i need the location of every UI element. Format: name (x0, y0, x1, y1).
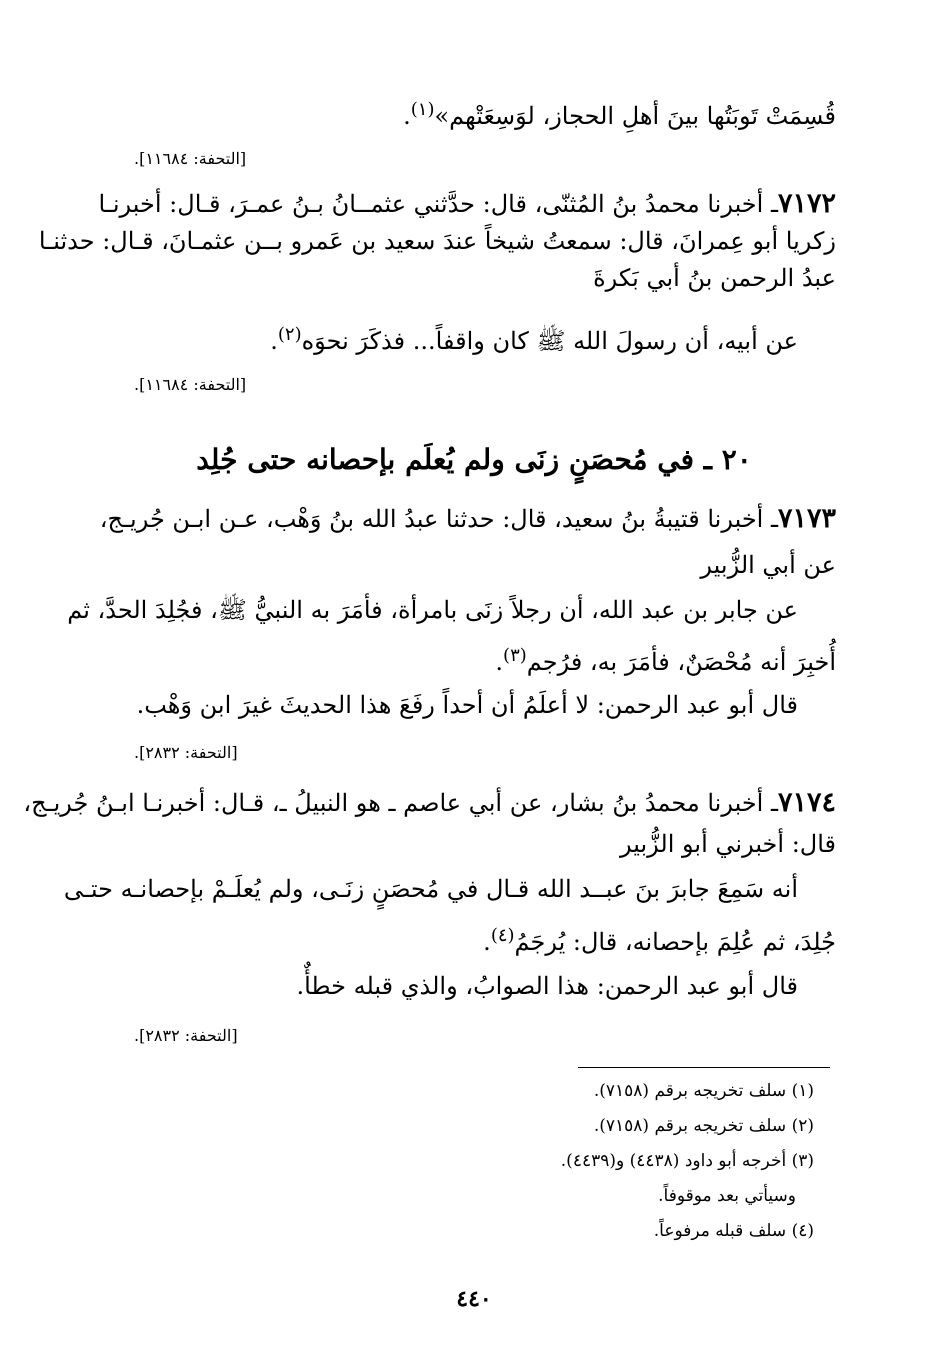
hadith-7174-chain-line-2: قال: أخبرني أبو الزُّبير (620, 830, 836, 858)
footnote-1: (١) سلف تخريجه برقم (٧١٥٨). (593, 1081, 814, 1101)
hadith-7172-text: عن أبيه، أن رسولَ الله ﷺ كان واقفاً... فذكَرَ نحوَه$^{(٢)}$. (270, 324, 798, 355)
chapter-heading: ٢٠ ـ في مُحصَنٍ زنَى ولم يُعلَم بإحصانه حتى جُلِد (196, 443, 752, 476)
hadith-7172-chain-line-3: عبدُ الرحمن بنُ أبي بَكرةَ (593, 264, 836, 292)
hadith-7174-text-line-2: جُلِدَ، ثم عُلِمَ بإحصانه، قال: يُرجَمُ$^{(٤)}$. (483, 925, 836, 956)
footnote-marker: (٤) (490, 925, 515, 946)
tuhfa-reference: [التحفة: ٢٨٣٢]. (134, 743, 238, 762)
hadith-7173-chain-line-2: عن أبي الزُّبير (700, 551, 836, 579)
hadith-number: ٧١٧٢ (777, 188, 836, 219)
hadith-number: ٧١٧٣ (777, 503, 836, 534)
hadith-7173-text-line-2: أُخبِرَ أنه مُحْصَنٌ، فأمَرَ به، فرُجم$^{(٣)}$. (495, 645, 836, 676)
hadith-7173-text-line-1: عن جابر بن عبد الله، أن رجلاً زنَى بامرأة، فأمَرَ به النبيُّ ﷺ، فجُلِدَ الحدَّ، ثم (67, 596, 798, 624)
footnote-marker: (٢) (277, 324, 302, 345)
hadith-7172-chain-line-1: ٧١٧٢ـ أخبرنا محمدُ بنُ المُثنّى، قال: حدَّثني عثمــانُ بـنُ عمـرَ، قـال: أخبرنـا (98, 188, 836, 219)
tuhfa-reference: [التحفة: ١١٦٨٤]. (134, 375, 247, 394)
page-number: ٤٤٠ (456, 1286, 492, 1312)
footnote-3-continuation: وسيأتي بعد موقوفاً. (658, 1186, 796, 1206)
footnote-4: (٤) سلف قبله مرفوعاً. (653, 1221, 814, 1241)
hadith-7174-text-line-1: أنه سَمِعَ جابرَ بنَ عبــد الله قـال في مُحصَنٍ زنَـى، ولم يُعلَـمْ بإحصانـه حتـى (63, 875, 798, 903)
author-comment: قال أبو عبد الرحمن: هذا الصوابُ، والذي قبله خطأٌ. (296, 972, 798, 1000)
hadith-number: ٧١٧٤ (777, 787, 836, 818)
author-comment: قال أبو عبد الرحمن: لا أعلَمُ أن أحداً رفَعَ هذا الحديثَ غيرَ ابن وَهْب. (136, 691, 798, 719)
footnote-3: (٣) أخرجه أبو داود (٤٤٣٨) و(٤٤٣٩). (560, 1151, 814, 1171)
footnote-marker: (١) (410, 99, 435, 120)
tuhfa-reference: [التحفة: ٢٨٣٢]. (134, 1026, 238, 1045)
hadith-7173-chain-line-1: ٧١٧٣ـ أخبرنا قتيبةُ بنُ سعيد، قال: حدثنا عبدُ الله بنُ وَهْب، عـن ابـن جُريـج، (99, 503, 836, 534)
continued-hadith-text: قُسِمَتْ تَوبَتُها بينَ أهلِ الحجاز، لوَسِعَتْهم»$^{(١)}$. (403, 99, 836, 130)
hadith-7172-chain-line-2: زكريا أبو عِمرانَ، قال: سمعتُ شيخاً عندَ سعيد بن عَمرو بــن عثمـانَ، قـال: حدثنـا (38, 227, 836, 255)
footnote-2: (٢) سلف تخريجه برقم (٧١٥٨). (593, 1116, 814, 1136)
footnote-separator (578, 1067, 830, 1068)
footnote-marker: (٣) (503, 645, 527, 666)
hadith-7174-chain-line-1: ٧١٧٤ـ أخبرنا محمدُ بنُ بشار، عن أبي عاصم ـ هو النبيلُ ـ، قـال: أخبرنـا ابـنُ جُريـج، (23, 787, 836, 818)
tuhfa-reference: [التحفة: ١١٦٨٤]. (134, 149, 247, 168)
